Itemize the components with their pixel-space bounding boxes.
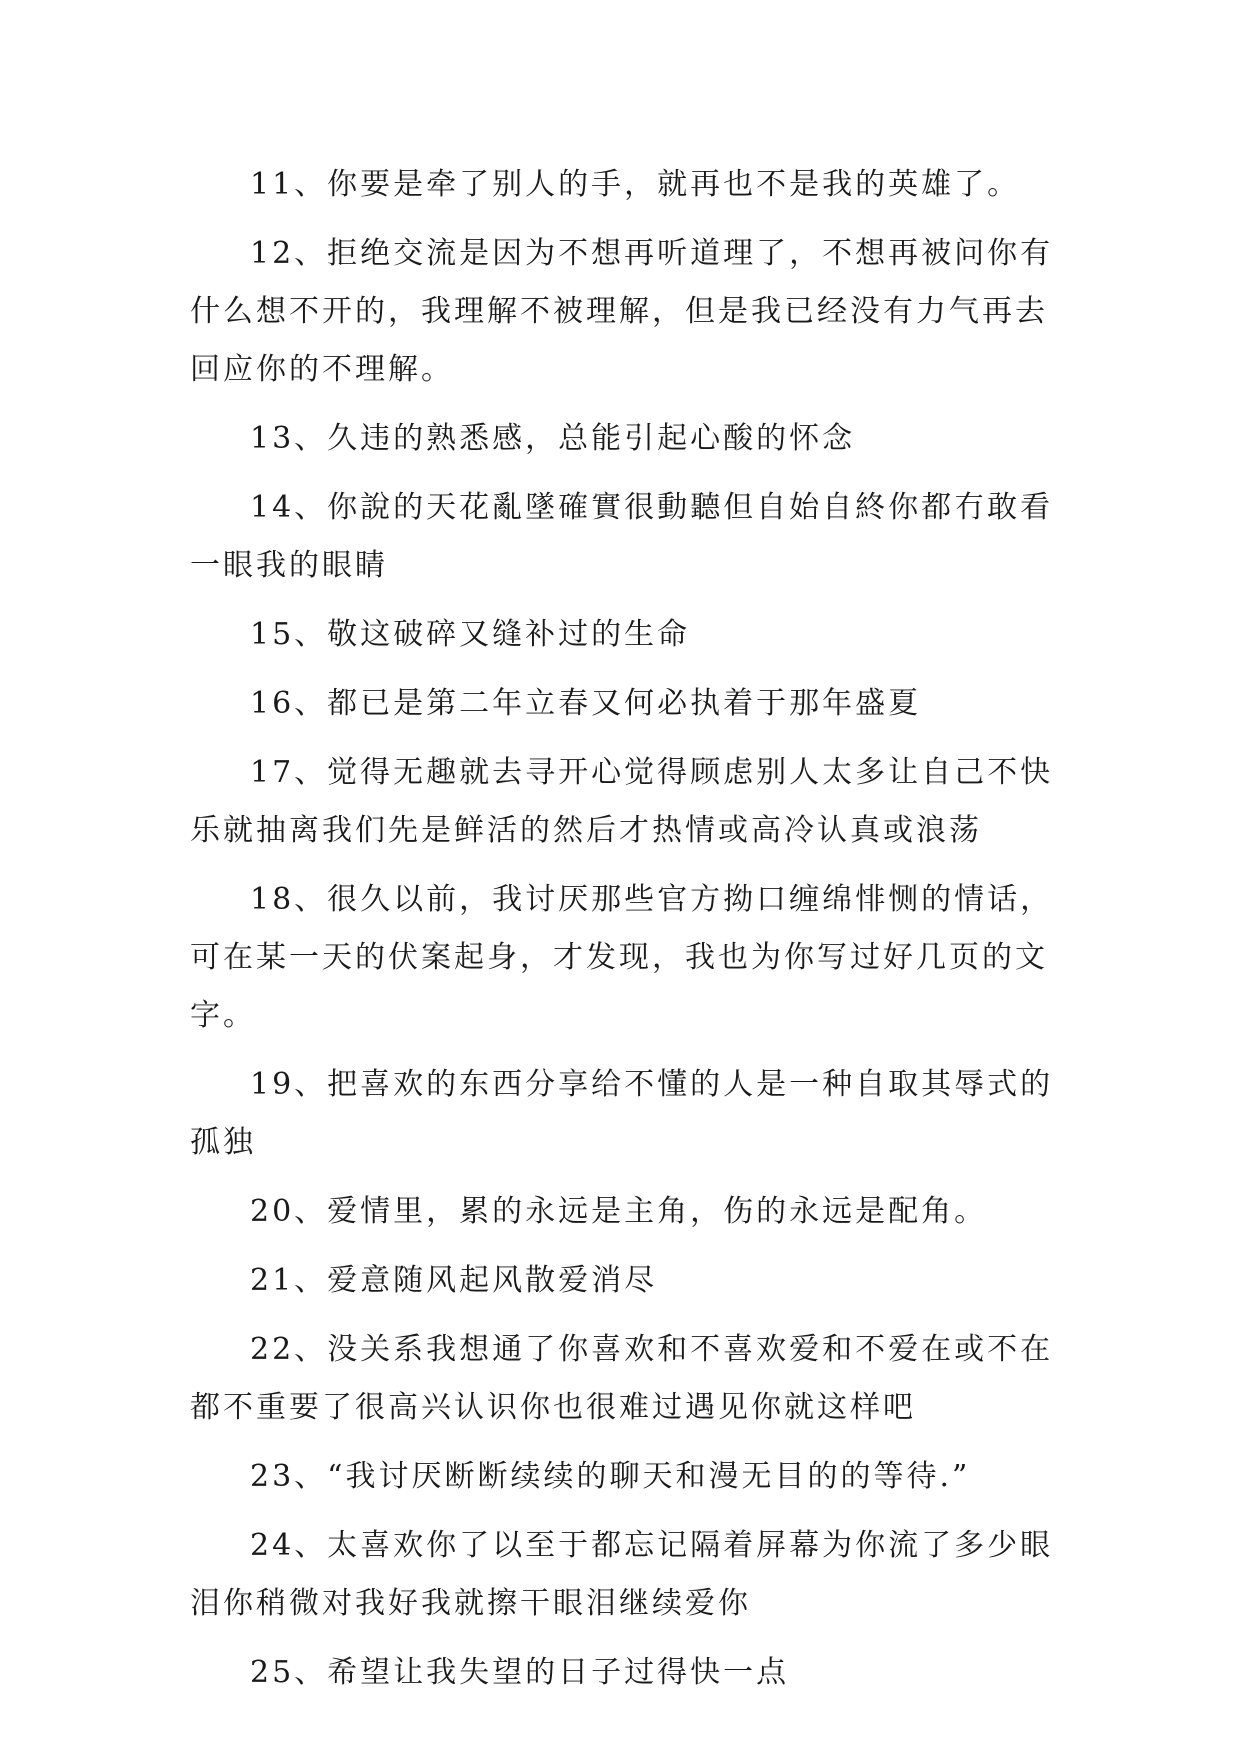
paragraph-19: 19、把喜欢的东西分享给不懂的人是一种自取其辱式的孤独: [190, 1067, 1054, 1160]
paragraph-20: 20、爱情里，累的永远是主角，伤的永远是配角。: [250, 1194, 988, 1229]
paragraph-22: 22、没关系我想通了你喜欢和不喜欢爱和不爱在或不在都不重要了很高兴认识你也很难过遇见你就这样吧: [190, 1332, 1054, 1425]
paragraph-24: 24、太喜欢你了以至于都忘记隔着屏幕为你流了多少眼泪你稍微对我好我就擦干眼泪继续爱你: [190, 1528, 1054, 1621]
paragraph-12: 12、拒绝交流是因为不想再听道理了，不想再被问你有什么想不开的，我理解不被理解，但是我已经没有力气再去回应你的不理解。: [190, 236, 1054, 387]
paragraph-25: 25、希望让我失望的日子过得快一点: [250, 1655, 790, 1690]
paragraph-18: 18、很久以前，我讨厌那些官方拗口缠绵悱恻的情话，可在某一天的伏案起身，才发现，我也为你写过好几页的文字。: [190, 882, 1054, 1033]
paragraph-16: 16、都已是第二年立春又何必执着于那年盛夏: [250, 686, 922, 721]
paragraph-17: 17、觉得无趣就去寻开心觉得顾虑别人太多让自己不快乐就抽离我们先是鲜活的然后才热情或高冷认真或浪荡: [190, 755, 1054, 848]
paragraph-13: 13、久违的熟悉感，总能引起心酸的怀念: [250, 421, 856, 456]
paragraph-21: 21、爱意随风起风散爱消尽: [250, 1263, 658, 1298]
paragraph-11: 11、你要是牵了别人的手，就再也不是我的英雄了。: [250, 167, 1021, 202]
paragraph-14: 14、你說的天花亂墜確實很動聽但自始自終你都冇敢看一眼我的眼睛: [190, 490, 1054, 583]
document-body: [190, 156, 1058, 1713]
paragraph-15: 15、敬这破碎又缝补过的生命: [250, 617, 691, 652]
paragraph-23: 23、“我讨厌断断续续的聊天和漫无目的的等待.”: [250, 1459, 971, 1494]
